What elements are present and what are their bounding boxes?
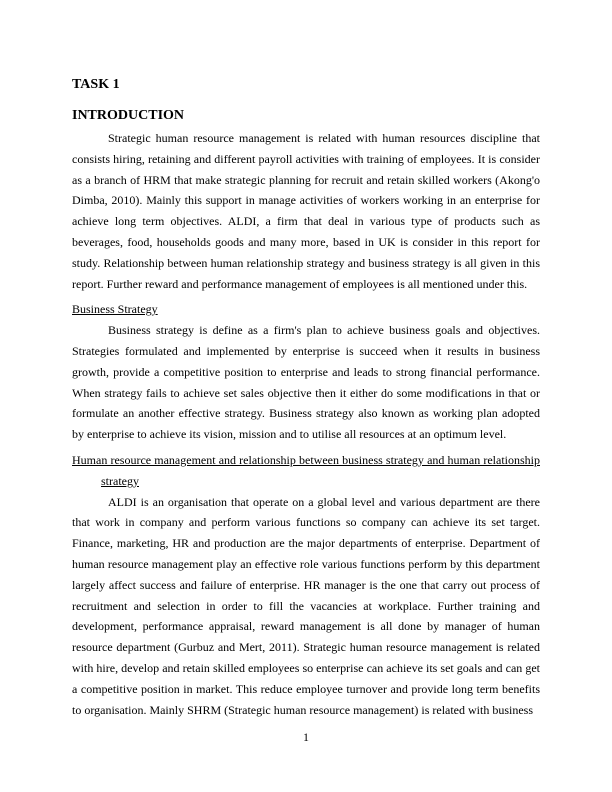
page-number: 1 — [303, 730, 309, 744]
page-content — [72, 74, 540, 720]
introduction-paragraph: Strategic human resource management is related with human resources discipline that consists hiring, retaining and different payroll activities with training of employees. It is consider as a branch of HRM that make strategic planning for recruit and retain skilled workers (Akong'o Dimba, 2010). Mainly this support in manage activities of workers working in an enterprise for achieve long term objectives. ALDI, a firm that deal in various type of products such as beverages, food, households goods and many more, based in UK is consider in this report for study. Relationship between human relationship strategy and business strategy is all given in this report. Further reward and performance management of employees is all mentioned under this. — [72, 131, 540, 291]
introduction-heading: INTRODUCTION — [72, 108, 185, 123]
business-strategy-heading: Business Strategy — [72, 302, 158, 317]
hrm-relationship-heading: Human resource management and relationship between business strategy and human relationship strategy — [72, 452, 540, 488]
task-heading: TASK 1 — [72, 77, 120, 92]
hrm-relationship-paragraph: ALDI is an organisation that operate on a global level and various department are there that work in company and perform various functions so company can achieve its set target. Finance, marketing, HR and production are the major departments of enterprise. Department of human resource management play an effective role various functions perform by this department largely affect success and failure of enterprise. HR manager is the one that carry out process of recruitment and selection in order to fill the vacancies at workplace. Further training and development, performance appraisal, reward management is all done by manager of human resource department (Gurbuz and Mert, 2011). Strategic human resource management is related with hire, develop and retain skilled employees so enterprise can achieve its set goals and can get a competitive position in market. This reduce employee turnover and provide long term benefits to organisation. Mainly SHRM (Strategic human resource management) is related with business — [72, 494, 540, 717]
business-strategy-paragraph: Business strategy is define as a firm's plan to achieve business goals and objectives. Strategies formulated and implemented by enterprise is succeed when it results in business growth, provide a competitive position to enterprise and leads to strong financial performance. When strategy fails to achieve set sales objective then it either do some modifications in that or formulate an another effective strategy. Business strategy also known as working plan adopted by enterprise to achieve its vision, mission and to utilise all resources at an optimum level. — [72, 323, 540, 442]
